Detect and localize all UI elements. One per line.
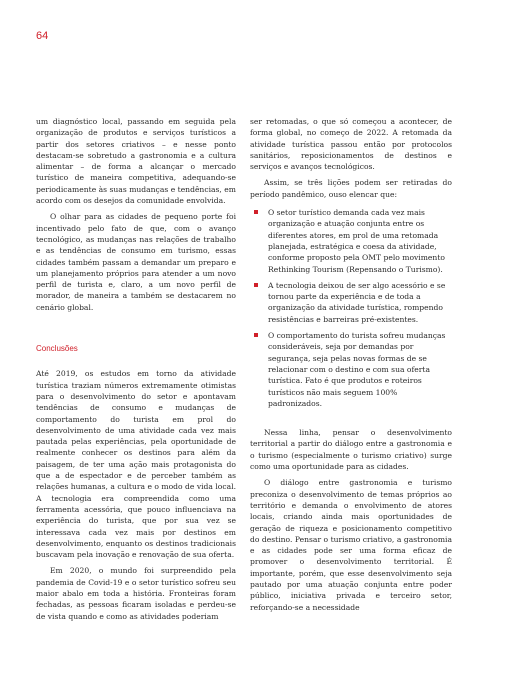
paragraph: ser retomadas, o que só começou a acontecer, de forma global, no começo de 2022. A retomada da atividade turística passou então por protocolos sanitários, reposicionamentos de destinos e serviços e avanços tecnológicos. <box>250 117 452 172</box>
right-column <box>250 116 452 613</box>
paragraph: um diagnóstico local, passando em seguida pela organização de produtos e serviços turísticos a partir dos setores criativos – e nesse ponto destacam-se sobretudo a gastronomia e a cultura alimentar – de forma a alcançar o mercado turístico de maneira competitiva, adequando-se periodicamente às suas mudanças e tendências, em acordo com os desejos da comunidade envolvida. <box>36 117 236 206</box>
list-item-text: O comportamento do turista sofreu mudanças consideráveis, seja por demandas por segurança, seja pelas novas formas de se relacionar com o destino e com sua oferta turística. Fato é que produtos e roteiros turísticos não mais seguem 100% padronizados. <box>268 331 446 408</box>
bullet-icon <box>254 210 258 214</box>
paragraph: Até 2019, os estudos em torno da atividade turística traziam números extremamente otimistas para o desenvolvimento do setor e apontavam tendências de consumo e mudanças de comportamento do turista em prol do desenvolvimento de uma atividade cada vez mais pautada pelas experiências, pela oportunidade de realmente conhecer os destinos para além da paisagem, de ter uma ação mais protagonista do que a de espectador e de perceber também as relações humanas, a cultura e o modo de vida local. A tecnologia era compreendida como uma ferramenta acessória, que pouco influenciava na experiência do turista, que por sua vez se interessava cada vez mais por destinos em desenvolvimento, enquanto os destinos tradicionais buscavam pela inovação e renovação de sua oferta. <box>36 369 236 560</box>
paragraph: O diálogo entre gastronomia e turismo preconiza o desenvolvimento de temas próprios ao território e demanda o envolvimento de atores locais, criando ainda mais oportunidades de geração de riqueza e posicionamento competitivo do destino. Pensar o turismo criativo, a gastronomia e as cidades pode ser uma forma eficaz de promover o desenvolvimento territorial. É importante, porém, que esse desenvolvimento seja pautado por uma atuação conjunta entre poder público, iniciativa privada e terceiro setor, reforçando-se a necessidade <box>250 478 452 612</box>
bullet-icon <box>254 333 258 337</box>
paragraph: Em 2020, o mundo foi surpreendido pela pandemia de Covid-19 e o setor turístico sofreu seu maior abalo em toda a história. Fronteiras foram fechadas, as pessoas ficaram isoladas e perdeu-se de vista quando e como as atividades poderiam <box>36 566 236 621</box>
page-number: 64 <box>36 30 49 42</box>
bullet-icon <box>254 283 258 287</box>
bullet-list <box>250 207 452 409</box>
list-item <box>250 280 452 325</box>
section-title: Conclusões <box>36 344 78 354</box>
left-column <box>36 116 236 622</box>
list-item <box>250 330 452 409</box>
paragraph: Nessa linha, pensar o desenvolvimento territorial a partir do diálogo entre a gastronomia e o turismo (especialmente o turismo criativo) surge como uma oportunidade para as cidades. <box>250 428 452 472</box>
paragraph: O olhar para as cidades de pequeno porte foi incentivado pelo fato de que, com o avanço tecnológico, as mudanças nas relações de trabalho e as tendências de consumo em turismo, essas cidades também passam a demandar um preparo e um planejamento próprios para atender a um novo perfil de turista e, claro, a um novo perfil de morador, de maneira a também se destacarem no cenário global. <box>36 212 236 312</box>
list-item-text: O setor turístico demanda cada vez mais organização e atuação conjunta entre os diferentes atores, em prol de uma retomada planejada, estratégica e coesa da atividade, conforme proposto pela OMT pelo movimento Rethinking Tourism (Repensando o Turismo). <box>268 208 445 274</box>
list-item <box>250 207 452 275</box>
list-item-text: A tecnologia deixou de ser algo acessório e se tornou parte da experiência e de toda a organização da atividade turística, rompendo resistências e barreiras pré-existentes. <box>268 280 446 324</box>
paragraph: Assim, se três lições podem ser retiradas do período pandêmico, ouso elencar que: <box>250 178 452 199</box>
